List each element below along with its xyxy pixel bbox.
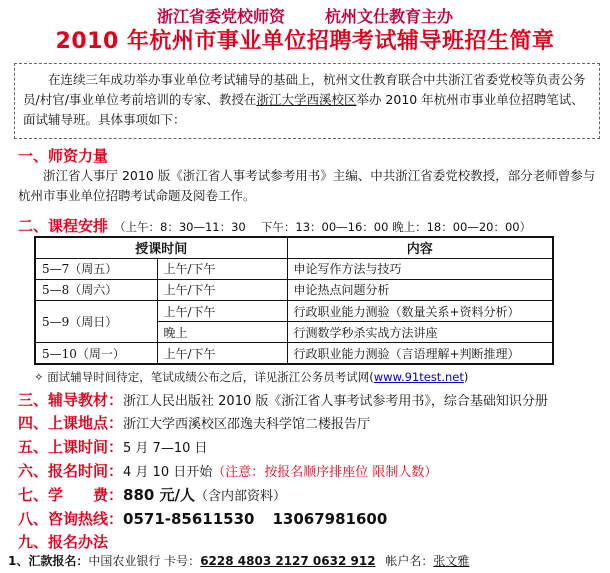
section-location: 四、上课地点：浙江大学西溪校区邵逸夫科学馆二楼报告厅 [18, 414, 371, 432]
schedule-label: 二、课程安排 [18, 217, 109, 235]
section-registration: 六、报名时间：4 月 10 日开始（注意：按报名顺序排座位 限制人数） [18, 462, 438, 480]
section-class-time: 五、上课时间：5 月 7—10 日 [18, 438, 208, 456]
payment-bank: 中国农业银行 卡号： [88, 554, 201, 568]
registration-notice: （注意：按报名顺序排座位 限制人数） [212, 465, 438, 480]
section-schedule-heading [18, 215, 531, 236]
interview-note: ✧ 面试辅导时间待定，笔试成绩公布之后，详见浙江公务员考试网(www.91test.net) [34, 370, 469, 384]
row-content: 行政职业能力测验（言语理解+判断推理） [287, 343, 553, 364]
table-header-content: 内容 [287, 237, 553, 258]
payment-label: 1、汇款报名： [8, 554, 89, 568]
section-method: 九、报名办法 [18, 533, 109, 551]
intro-paragraph: 在连续三年成功举办事业单位考试辅导的基础上，杭州文仕教育联合中共浙江省委党校等负责公务员/村官/事业单位考前培训的专家、教授在浙江大学西溪校区举办 2010 年杭州市事业单位招聘笔试、面试辅导班。具体事项如下： [23, 72, 586, 127]
row-content: 申论写作方法与技巧 [287, 258, 553, 279]
row-content: 申论热点问题分析 [287, 279, 553, 300]
materials-text: 浙江人民出版社 2010 版《浙江省人事考试参考用书》，综合基础知识分册 [123, 394, 548, 409]
row-session: 晚上 [157, 322, 287, 343]
payment-holder-label: 帐户名： [385, 554, 434, 568]
row-date: 5—9（周日） [35, 300, 157, 342]
table-row [35, 258, 553, 279]
header-left: 浙江省委党校师资 [156, 7, 285, 26]
row-session: 上午/下午 [157, 343, 287, 364]
hotline-phone-2: 13067981600 [272, 510, 388, 528]
table-header-time: 授课时间 [35, 237, 287, 258]
row-session: 上午/下午 [157, 258, 287, 279]
schedule-hours: （上午：8：30—11：30 下午：13：00—16：00 晚上：18：00—20：00） [114, 220, 532, 234]
table-row [35, 279, 553, 300]
note-text: 面试辅导时间待定，笔试成绩公布之后，详见浙江公务员考试网( [47, 370, 374, 384]
hotline-phone-1: 0571-85611530 [123, 510, 255, 528]
fee-amount: 880 元/人 [123, 486, 196, 504]
intro-place: 浙江大学西溪校区 [256, 92, 357, 107]
schedule-table [34, 236, 554, 365]
payment-card-number: 6228 4803 2127 0632 912 [200, 554, 376, 568]
section-fee: 七、学 费：880 元/人（含内部资料） [18, 486, 287, 504]
section-teachers-heading: 一、师资力量 [18, 147, 109, 165]
website-link[interactable]: www.91test.net [373, 370, 464, 384]
row-date: 5—10（周一） [35, 343, 157, 364]
row-content: 行测数学秒杀实战方法讲座 [287, 322, 553, 343]
section-materials: 三、辅导教材：浙江人民出版社 2010 版《浙江省人事考试参考用书》，综合基础知识分册 [18, 391, 548, 409]
payment-line [8, 552, 469, 569]
table-row [35, 300, 553, 321]
table-row [35, 343, 553, 364]
row-date: 5—8（周六） [35, 279, 157, 300]
fee-note: （含内部资料） [195, 489, 287, 504]
header-right: 杭州文仕教育主办 [325, 7, 454, 26]
row-content: 行政职业能力测验（数量关系+资料分析） [287, 300, 553, 321]
section-hotline: 八、咨询热线：0571-85611530 13067981600 [18, 510, 388, 528]
row-session: 上午/下午 [157, 279, 287, 300]
row-date: 5—7（周五） [35, 258, 157, 279]
payment-holder-name: 张文雅 [433, 554, 470, 568]
class-time-text: 5 月 7—10 日 [123, 441, 208, 456]
row-session: 上午/下午 [157, 300, 287, 321]
registration-date: 4 月 10 日开始 [123, 465, 213, 480]
intro-box [14, 63, 600, 139]
section-teachers-text: 浙江省人事厅 2010 版《浙江省人事考试参考用书》主编、中共浙江省委党校教授，部分老师曾参与杭州市事业单位招聘考试命题及阅卷工作。 [18, 168, 596, 203]
location-text: 浙江大学西溪校区邵逸夫科学馆二楼报告厅 [123, 417, 371, 432]
page-title: 2010 年杭州市事业单位招聘考试辅导班招生简章 [55, 29, 555, 54]
table-header-row [35, 237, 553, 258]
diamond-bullet-icon: ✧ [34, 370, 44, 384]
